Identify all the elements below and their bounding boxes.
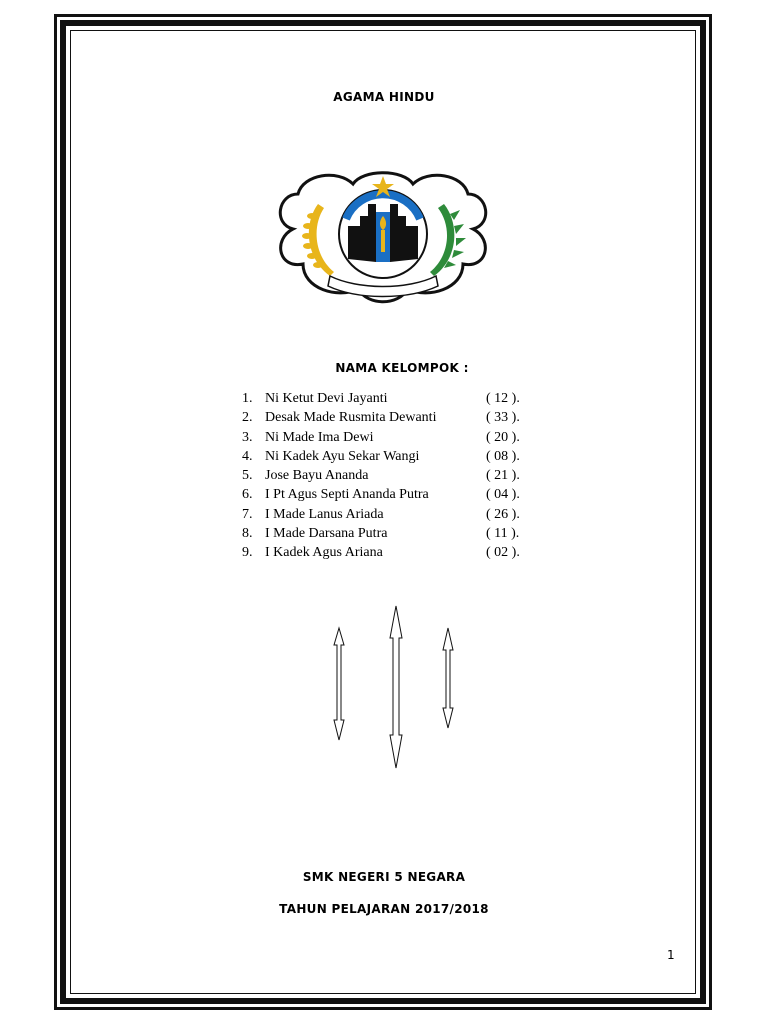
- member-number: 4.: [242, 448, 253, 464]
- page-number: 1: [667, 948, 675, 962]
- list-item: [242, 428, 542, 447]
- member-number: 2.: [242, 410, 253, 426]
- list-item: [242, 389, 542, 408]
- member-number: 7.: [242, 506, 253, 522]
- member-attendance-number: ( 33 ).: [486, 410, 520, 426]
- school-name: SMK NEGERI 5 NEGARA: [302, 870, 466, 884]
- member-list: [242, 389, 542, 563]
- list-item: [242, 505, 542, 524]
- document-title: AGAMA HINDU: [333, 90, 435, 104]
- member-name: Jose Bayu Ananda: [265, 468, 369, 484]
- member-attendance-number: ( 08 ).: [486, 448, 520, 464]
- double-arrow-icon: [443, 628, 453, 728]
- list-item: [242, 408, 542, 427]
- academic-year: TAHUN PELAJARAN 2017/2018: [279, 902, 489, 916]
- list-item: [242, 447, 542, 466]
- member-attendance-number: ( 26 ).: [486, 506, 520, 522]
- double-arrow-icon: [390, 606, 402, 768]
- member-number: 3.: [242, 429, 253, 445]
- member-number: 8.: [242, 526, 253, 542]
- member-number: 9.: [242, 545, 253, 561]
- member-name: I Pt Agus Septi Ananda Putra: [265, 487, 429, 503]
- member-attendance-number: ( 11 ).: [486, 526, 520, 542]
- member-attendance-number: ( 21 ).: [486, 468, 520, 484]
- member-name: I Made Darsana Putra: [265, 526, 388, 542]
- double-arrow-icon: [334, 628, 344, 740]
- list-item: [242, 466, 542, 485]
- member-name: I Made Lanus Ariada: [265, 506, 384, 522]
- decorative-arrows: [320, 600, 470, 775]
- group-heading: NAMA KELOMPOK :: [335, 361, 469, 375]
- member-name: Ni Ketut Devi Jayanti: [265, 391, 388, 406]
- member-attendance-number: ( 04 ).: [486, 487, 520, 503]
- list-item: [242, 485, 542, 504]
- member-number: 6.: [242, 487, 253, 503]
- list-item: [242, 543, 542, 562]
- member-number: 5.: [242, 468, 253, 484]
- member-attendance-number: ( 12 ).: [486, 391, 520, 406]
- list-item: [242, 524, 542, 543]
- member-attendance-number: ( 20 ).: [486, 429, 520, 445]
- member-number: 1.: [242, 391, 253, 406]
- member-name: Desak Made Rusmita Dewanti: [265, 410, 437, 426]
- member-name: I Kadek Agus Ariana: [265, 545, 383, 561]
- member-name: Ni Made Ima Dewi: [265, 429, 374, 445]
- member-name: Ni Kadek Ayu Sekar Wangi: [265, 448, 420, 464]
- member-attendance-number: ( 02 ).: [486, 545, 520, 561]
- school-logo: [268, 164, 498, 310]
